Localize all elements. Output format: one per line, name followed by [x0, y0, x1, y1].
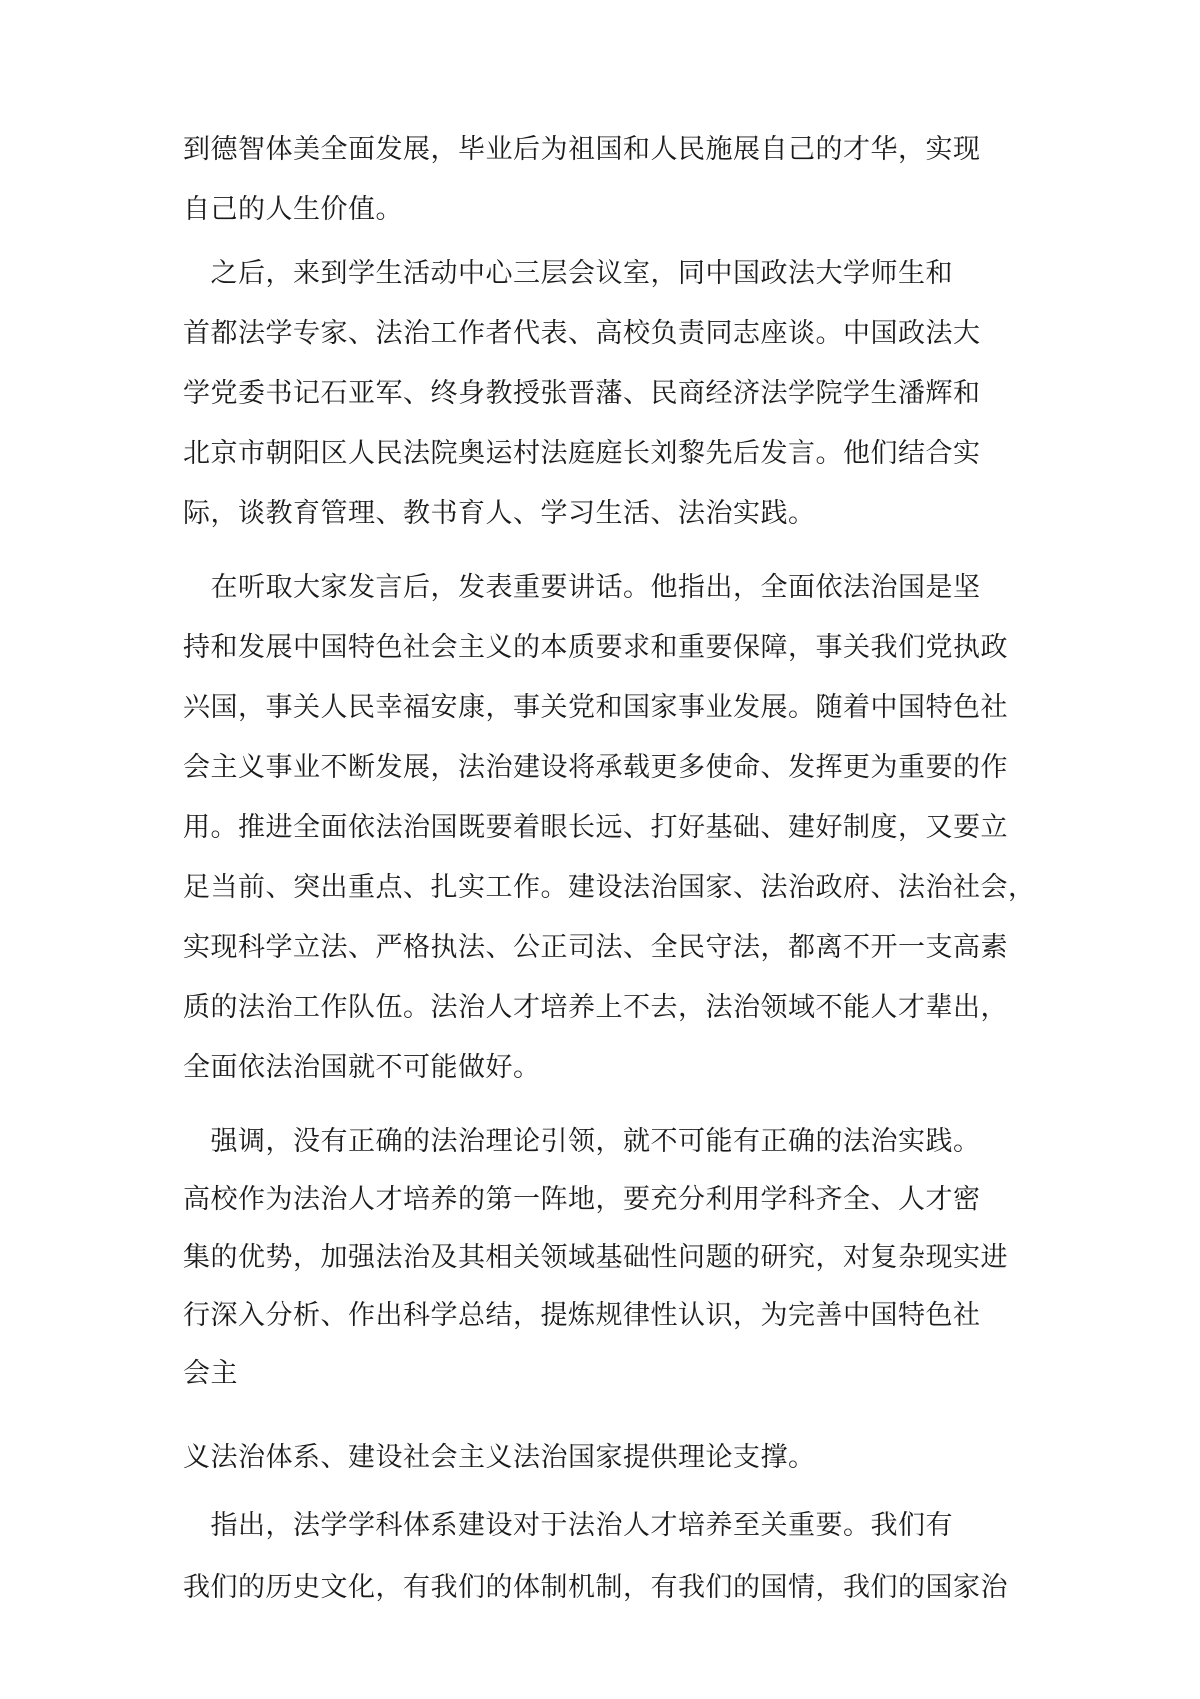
- text-line: 义法治体系、建设社会主义法治国家提供理论支撑。: [183, 1442, 816, 1473]
- text-line: 强调，没有正确的法治理论引领，就不可能有正确的法治实践。: [183, 1126, 981, 1157]
- text-line: 到德智体美全面发展，毕业后为祖国和人民施展自己的才华，实现: [183, 134, 981, 165]
- text-line: 集的优势，加强法治及其相关领域基础性问题的研究，对复杂现实进: [183, 1242, 1008, 1273]
- text-line: 全面依法治国就不可能做好。: [183, 1052, 541, 1083]
- text-line: 在听取大家发言后，发表重要讲话。他指出，全面依法治国是坚: [183, 572, 981, 603]
- text-line: 我们的历史文化，有我们的体制机制，有我们的国情，我们的国家治: [183, 1572, 1008, 1603]
- text-line: 行深入分析、作出科学总结，提炼规律性认识，为完善中国特色社: [183, 1300, 981, 1331]
- text-line: 首都法学专家、法治工作者代表、高校负责同志座谈。中国政法大: [183, 318, 981, 349]
- text-line: 之后，来到学生活动中心三层会议室，同中国政法大学师生和: [183, 258, 953, 289]
- text-line: 高校作为法治人才培养的第一阵地，要充分利用学科齐全、人才密: [183, 1184, 981, 1215]
- text-line: 质的法治工作队伍。法治人才培养上不去，法治领域不能人才辈出，: [183, 992, 1008, 1023]
- text-line: 实现科学立法、严格执法、公正司法、全民守法，都离不开一支高素: [183, 932, 1008, 963]
- text-line: 北京市朝阳区人民法院奥运村法庭庭长刘黎先后发言。他们结合实: [183, 438, 981, 469]
- text-line: 自己的人生价值。: [183, 194, 403, 225]
- text-line: 会主义事业不断发展，法治建设将承载更多使命、发挥更为重要的作: [183, 752, 1008, 783]
- text-line: 学党委书记石亚军、终身教授张晋藩、民商经济法学院学生潘辉和: [183, 378, 981, 409]
- text-line: 指出，法学学科体系建设对于法治人才培养至关重要。我们有: [183, 1510, 953, 1541]
- text-line: 用。推进全面依法治国既要着眼长远、打好基础、建好制度，又要立: [183, 812, 1008, 843]
- text-line: 兴国，事关人民幸福安康，事关党和国家事业发展。随着中国特色社: [183, 692, 1008, 723]
- text-line: 持和发展中国特色社会主义的本质要求和重要保障，事关我们党执政: [183, 632, 1008, 663]
- text-line: 际，谈教育管理、教书育人、学习生活、法治实践。: [183, 498, 816, 529]
- text-line: 会主: [183, 1358, 238, 1389]
- text-line: 足当前、突出重点、扎实工作。建设法治国家、法治政府、法治社会，: [183, 872, 1036, 903]
